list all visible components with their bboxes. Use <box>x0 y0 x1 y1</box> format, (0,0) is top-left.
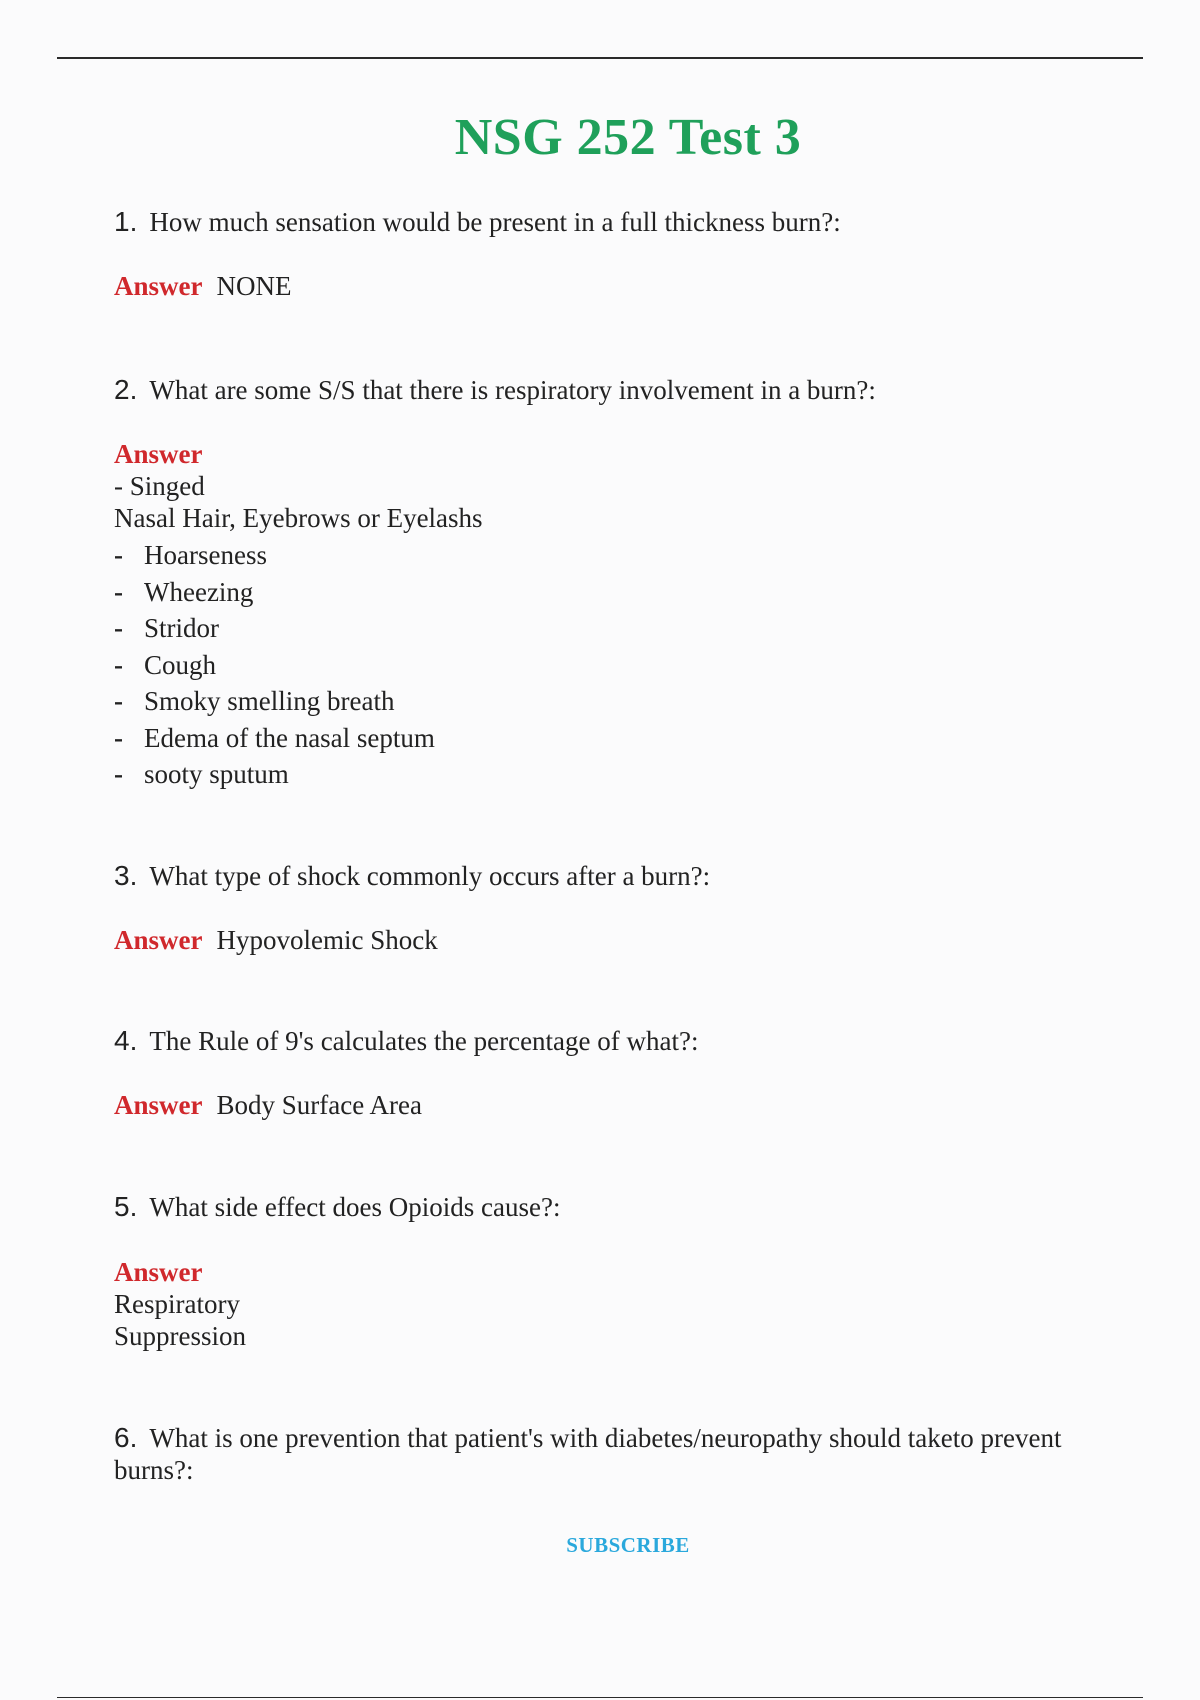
question-5 <box>114 1191 1104 1223</box>
page-title: NSG 252 Test 3 <box>454 109 802 166</box>
answer-3 <box>114 924 438 956</box>
answer-text: Hypovolemic Shock <box>216 925 438 955</box>
list-item: - Cough <box>114 649 217 680</box>
question-1 <box>114 206 1104 238</box>
list-item: - sooty sputum <box>114 759 289 789</box>
question-3 <box>114 860 1104 892</box>
answer-4 <box>114 1089 422 1121</box>
question-number: 6. <box>114 1422 138 1453</box>
top-rule <box>57 57 1143 59</box>
answer-label: Answer <box>114 271 203 301</box>
bottom-rule <box>57 1697 1143 1698</box>
question-number: 2. <box>114 374 138 405</box>
list-item: - Wheezing <box>114 576 254 607</box>
answer-line: Respiratory <box>114 1289 240 1319</box>
question-4 <box>114 1025 1104 1057</box>
question-number: 3. <box>114 860 138 891</box>
answer-label: Answer <box>114 1090 203 1120</box>
answer-line: - Singed <box>114 471 205 501</box>
question-6 <box>114 1422 1104 1486</box>
answer-label: Answer <box>114 439 203 469</box>
question-text: What are some S/S that there is respiratory involvement in a burn?: <box>149 375 876 405</box>
question-text: What is one prevention that patient's with diabetes/neuropathy should taketo prevent burns?: <box>114 1423 1062 1485</box>
question-number: 5. <box>114 1191 138 1222</box>
answer-text: Body Surface Area <box>216 1090 422 1120</box>
answer-label: Answer <box>114 1257 203 1287</box>
answer-5 <box>114 1256 246 1352</box>
answer-line: Nasal Hair, Eyebrows or Eyelashs <box>114 503 483 533</box>
answer-label: Answer <box>114 925 203 955</box>
question-2 <box>114 374 1104 406</box>
answer-2 <box>114 438 483 534</box>
answer-1 <box>114 270 292 302</box>
list-item: - Smoky smelling breath <box>114 686 395 716</box>
answer-text: NONE <box>216 271 292 301</box>
question-text: How much sensation would be present in a full thickness burn?: <box>149 207 841 237</box>
list-item: - Stridor <box>114 613 220 643</box>
question-text: What type of shock commonly occurs after a burn?: <box>149 861 711 891</box>
symptom-list <box>114 537 435 793</box>
subscribe-link[interactable]: SUBSCRIBE <box>566 1533 690 1557</box>
question-text: What side effect does Opioids cause?: <box>149 1192 561 1222</box>
answer-line: Suppression <box>114 1321 247 1351</box>
list-item: - Edema of the nasal septum <box>114 722 435 753</box>
list-item: - Hoarseness <box>114 540 267 570</box>
question-text: The Rule of 9's calculates the percentage of what?: <box>149 1026 699 1056</box>
question-number: 1. <box>114 206 138 237</box>
question-number: 4. <box>114 1025 138 1056</box>
